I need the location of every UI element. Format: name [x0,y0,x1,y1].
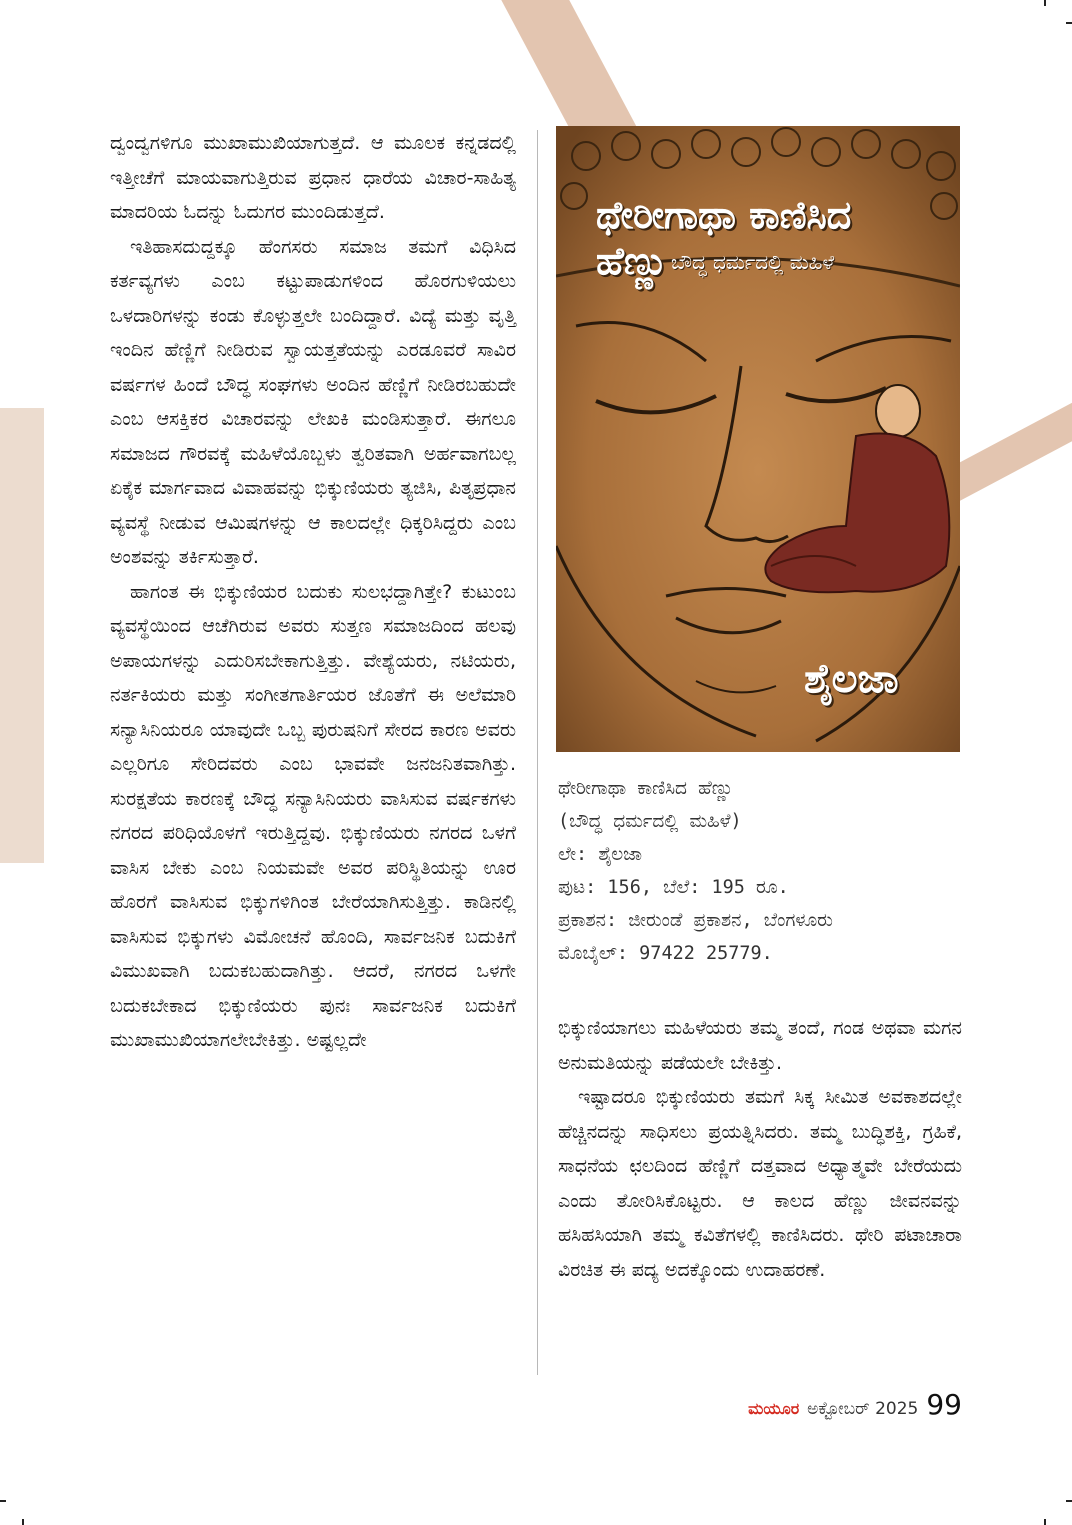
crop-mark [0,1500,6,1502]
paragraph: ಇತಿಹಾಸದುದ್ದಕ್ಕೂ ಹೆಂಗಸರು ಸಮಾಜ ತಮಗೆ ವಿಧಿಸಿದ ಕರ್ತವ್ಯಗಳು ಎಂಬ ಕಟ್ಟುಪಾಡುಗಳಿಂದ ಹೊರಗುಳಿಯಲು ಒಳದಾರಿಗಳನ್ನು ಕಂಡು ಕೊಳ್ಳುತ್ತಲೇ ಬಂದಿದ್ದಾರೆ. ವಿದ್ಯೆ ಮತ್ತು ವೃತ್ತಿ ಇಂದಿನ ಹೆಣ್ಣಿಗೆ ನೀಡಿರುವ ಸ್ವಾಯತ್ತತೆಯನ್ನು ಎರಡೂವರೆ ಸಾವಿರ ವರ್ಷಗಳ ಹಿಂದೆ ಬೌದ್ಧ ಸಂಘಗಳು ಅಂದಿನ ಹೆಣ್ಣಿಗೆ ನೀಡಿರಬಹುದೇ ಎಂಬ ಆಸಕ್ತಿಕರ ವಿಚಾರವನ್ನು ಲೇಖಕಿ ಮಂಡಿಸುತ್ತಾರೆ. ಈಗಲೂ ಸಮಾಜದ ಗೌರವಕ್ಕೆ ಮಹಿಳೆಯೊಬ್ಬಳು ತ್ವರಿತವಾಗಿ ಅರ್ಹವಾಗಬಲ್ಲ ಏಕೈಕ ಮಾರ್ಗವಾದ ವಿವಾಹವನ್ನು ಭಿಕ್ಕುಣಿಯರು ತ್ಯಜಿಸಿ, ಪಿತೃಪ್ರಧಾನ ವ್ಯವಸ್ಥೆ ನೀಡುವ ಆಮಿಷಗಳನ್ನು ಆ ಕಾಲದಲ್ಲೇ ಧಿಕ್ಕರಿಸಿದ್ದರು ಎಂಬ ಅಂಶವನ್ನು ತರ್ಕಿಸುತ್ತಾರೆ. [110,235,516,568]
crop-mark [1044,1519,1046,1525]
book-info-publisher: ಪ್ರಕಾಶನ: ಜೀರುಂಡೆ ಪ್ರಕಾಶನ, ಬೆಂಗಳೂರು [558,910,833,931]
crop-mark [22,1519,24,1525]
cover-title: ಥೇರೀಗಾಥಾ ಕಾಣಿಸಿದ ಹೆಣ್ಣು [596,192,852,283]
column-divider [537,130,538,1375]
magazine-logo: ಮಯೂರ [748,1399,800,1418]
page-footer [748,1388,962,1421]
page-number: 99 [926,1388,962,1421]
cover-subtitle: ಬೌದ್ಧ ಧರ್ಮದಲ್ಲಿ ಮಹಿಳೆ [671,250,835,274]
crop-mark [1066,22,1072,24]
paragraph: ಇಷ್ಟಾದರೂ ಭಿಕ್ಕುಣಿಯರು ತಮಗೆ ಸಿಕ್ಕ ಸೀಮಿತ ಅವಕಾಶದಲ್ಲೇ ಹೆಚ್ಚಿನದನ್ನು ಸಾಧಿಸಲು ಪ್ರಯತ್ನಿಸಿದರು. ತಮ್ಮ ಬುದ್ಧಿಶಕ್ತಿ, ಗ್ರಹಿಕೆ, ಸಾಧನೆಯ ಛಲದಿಂದ ಹೆಣ್ಣಿಗೆ ದತ್ತವಾದ ಅಧ್ಯಾತ್ಮವೇ ಬೇರೆಯದು ಎಂದು ತೋರಿಸಿಕೊಟ್ಟರು. ಆ ಕಾಲದ ಹೆಣ್ಣು ಜೀವನವನ್ನು ಹಸಿಹಸಿಯಾಗಿ ತಮ್ಮ ಕವಿತೆಗಳಲ್ಲಿ ಕಾಣಿಸಿದರು. ಥೇರಿ ಪಟಾಚಾರಾ ವಿರಚಿತ ಈ ಪದ್ಯ ಅದಕ್ಕೊಂದು ಉದಾಹರಣೆ. [558,1086,962,1281]
cover-author: ಶೈಲಜಾ [804,656,899,702]
paragraph: ದ್ವಂದ್ವಗಳಿಗೂ ಮುಖಾಮುಖಿಯಾಗುತ್ತದೆ. ಆ ಮೂಲಕ ಕನ್ನಡದಲ್ಲಿ ಇತ್ತೀಚೆಗೆ ಮಾಯವಾಗುತ್ತಿರುವ ಪ್ರಧಾನ ಧಾರೆಯ ವಿಚಾರ-ಸಾಹಿತ್ಯ ಮಾದರಿಯ ಓದನ್ನು ಓದುಗರ ಮುಂದಿಡುತ್ತದೆ. [110,132,516,223]
issue-date: ಅಕ್ಟೋಬರ್ 2025 [807,1399,919,1419]
book-info [558,772,958,970]
crop-mark [1044,0,1046,6]
left-text-column [110,126,516,1058]
crop-mark [1066,1500,1072,1502]
paragraph: ಹಾಗಂತ ಈ ಭಿಕ್ಕುಣಿಯರ ಬದುಕು ಸುಲಭದ್ದಾಗಿತ್ತೇ? ಕುಟುಂಬ ವ್ಯವಸ್ಥೆಯಿಂದ ಆಚೆಗಿರುವ ಅವರು ಸುತ್ತಣ ಸಮಾಜದಿಂದ ಹಲವು ಅಪಾಯಗಳನ್ನು ಎದುರಿಸಬೇಕಾಗುತ್ತಿತ್ತು. ವೇಶ್ಯೆಯರು, ನಟಿಯರು, ನರ್ತಕಿಯರು ಮತ್ತು ಸಂಗೀತಗಾರ್ತಿಯರ ಜೊತೆಗೆ ಈ ಅಲೆಮಾರಿ ಸನ್ಯಾಸಿನಿಯರೂ ಯಾವುದೇ ಒಬ್ಬ ಪುರುಷನಿಗೆ ಸೇರದ ಕಾರಣ ಅವರು ಎಲ್ಲರಿಗೂ ಸೇರಿದವರು ಎಂಬ ಭಾವವೇ ಜನಜನಿತವಾಗಿತ್ತು. ಸುರಕ್ಷತೆಯ ಕಾರಣಕ್ಕೆ ಬೌದ್ಧ ಸನ್ಯಾಸಿನಿಯರು ವಾಸಿಸುವ ವರ್ಷಕಗಳು ನಗರದ ಪರಿಧಿಯೊಳಗೆ ಇರುತ್ತಿದ್ದವು. ಭಿಕ್ಕುಣಿಯರು ನಗರದ ಒಳಗೆ ವಾಸಿಸ ಬೇಕು ಎಂಬ ನಿಯಮವೇ ಅವರ ಪರಿಸ್ಥಿತಿಯನ್ನು ಊರ ಹೊರಗೆ ವಾಸಿಸುವ ಭಿಕ್ಕುಗಳಿಗಿಂತ ಬೇರೆಯಾಗಿಸುತ್ತಿತ್ತು. ಕಾಡಿನಲ್ಲಿ ವಾಸಿಸುವ ಭಿಕ್ಕುಗಳು ವಿಮೋಚನೆ ಹೊಂದಿ, ಸಾರ್ವಜನಿಕ ಬದುಕಿಗೆ ವಿಮುಖವಾಗಿ ಬದುಕಬಹುದಾಗಿತ್ತು. ಆದರೆ, ನಗರದ ಒಳಗೇ ಬದುಕಬೇಕಾದ ಭಿಕ್ಕುಣಿಯರು ಪುನಃ ಸಾರ್ವಜನಿಕ ಬದುಕಿಗೆ ಮುಖಾಮುಖಿಯಾಗಲೇಬೇಕಿತ್ತು. ಅಷ್ಟಲ್ಲದೇ [110,580,516,1051]
right-text-column [558,1011,962,1287]
decorative-stripe-right [942,392,1072,502]
book-info-subtitle: (ಬೌದ್ಧ ಧರ್ಮದಲ್ಲಿ ಮಹಿಳೆ) [558,811,742,832]
paragraph: ಭಿಕ್ಕುಣಿಯಾಗಲು ಮಹಿಳೆಯರು ತಮ್ಮ ತಂದೆ, ಗಂಡ ಅಥವಾ ಮಗನ ಅನುಮತಿಯನ್ನು ಪಡೆಯಲೇ ಬೇಕಿತ್ತು. [558,1017,962,1074]
book-info-pages-price: ಪುಟ: 156, ಬೆಲೆ: 195 ರೂ. [558,877,789,898]
book-info-author: ಲೇ: ಶೈಲಜಾ [558,844,643,865]
book-info-title: ಥೇರೀಗಾಥಾ ಕಾಣಿಸಿದ ಹೆಣ್ಣು [558,778,734,799]
book-cover-image [556,126,960,752]
book-info-mobile: ಮೊಬೈಲ್: 97422 25779. [558,943,773,964]
decorative-side-bar [0,408,44,863]
